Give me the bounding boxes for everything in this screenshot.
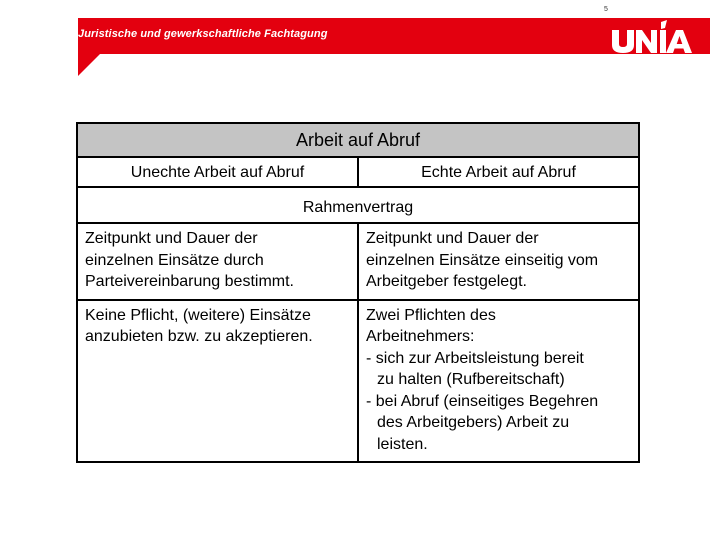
text-line: - sich zur Arbeitsleistung bereit <box>366 349 584 367</box>
text-line: Parteivereinbarung bestimmt. <box>85 273 294 290</box>
col-header-echte <box>358 157 639 187</box>
text-line: des Arbeitgebers) Arbeit zu <box>377 414 570 431</box>
text-line: Keine Pflicht, (weitere) Einsätze <box>85 306 311 324</box>
row1-left-cell <box>77 223 358 300</box>
row2-right-cell <box>358 300 639 463</box>
header-bar-tab <box>78 54 100 76</box>
rahmenvertrag-row <box>77 187 639 223</box>
text-line: Zeitpunkt und Dauer der <box>85 230 258 247</box>
text-line: - bei Abruf (einseitiges Begehren <box>366 392 599 410</box>
rahmenvertrag-label: Rahmenvertrag <box>302 199 414 216</box>
col-header-unechte-label: Unechte Arbeit auf Abruf <box>130 164 305 181</box>
table-title: Arbeit auf Abruf <box>77 123 639 157</box>
text-line: Zeitpunkt und Dauer der <box>366 230 539 247</box>
slide-number: 5 <box>604 6 608 13</box>
text-line: Arbeitnehmers: <box>366 328 475 345</box>
text-line: leisten. <box>377 435 428 453</box>
unia-logo <box>610 20 694 54</box>
text-line: einzelnen Einsätze einseitig vom <box>366 251 599 269</box>
text-line: einzelnen Einsätze durch <box>85 251 264 269</box>
text-line: Arbeitgeber festgelegt. <box>366 273 527 290</box>
row2-left-cell <box>77 300 358 463</box>
text-line: anzubieten bzw. zu akzeptieren. <box>85 328 313 345</box>
header-title: Juristische und gewerkschaftliche Fachtagung <box>78 28 328 40</box>
text-line: Zwei Pflichten des <box>366 306 496 324</box>
text-line: zu halten (Rufbereitschaft) <box>377 371 565 388</box>
col-header-unechte <box>77 157 358 187</box>
arbeit-auf-abruf-table <box>76 122 640 463</box>
col-header-echte-label: Echte Arbeit auf Abruf <box>421 164 576 181</box>
row1-right-cell <box>358 223 639 300</box>
